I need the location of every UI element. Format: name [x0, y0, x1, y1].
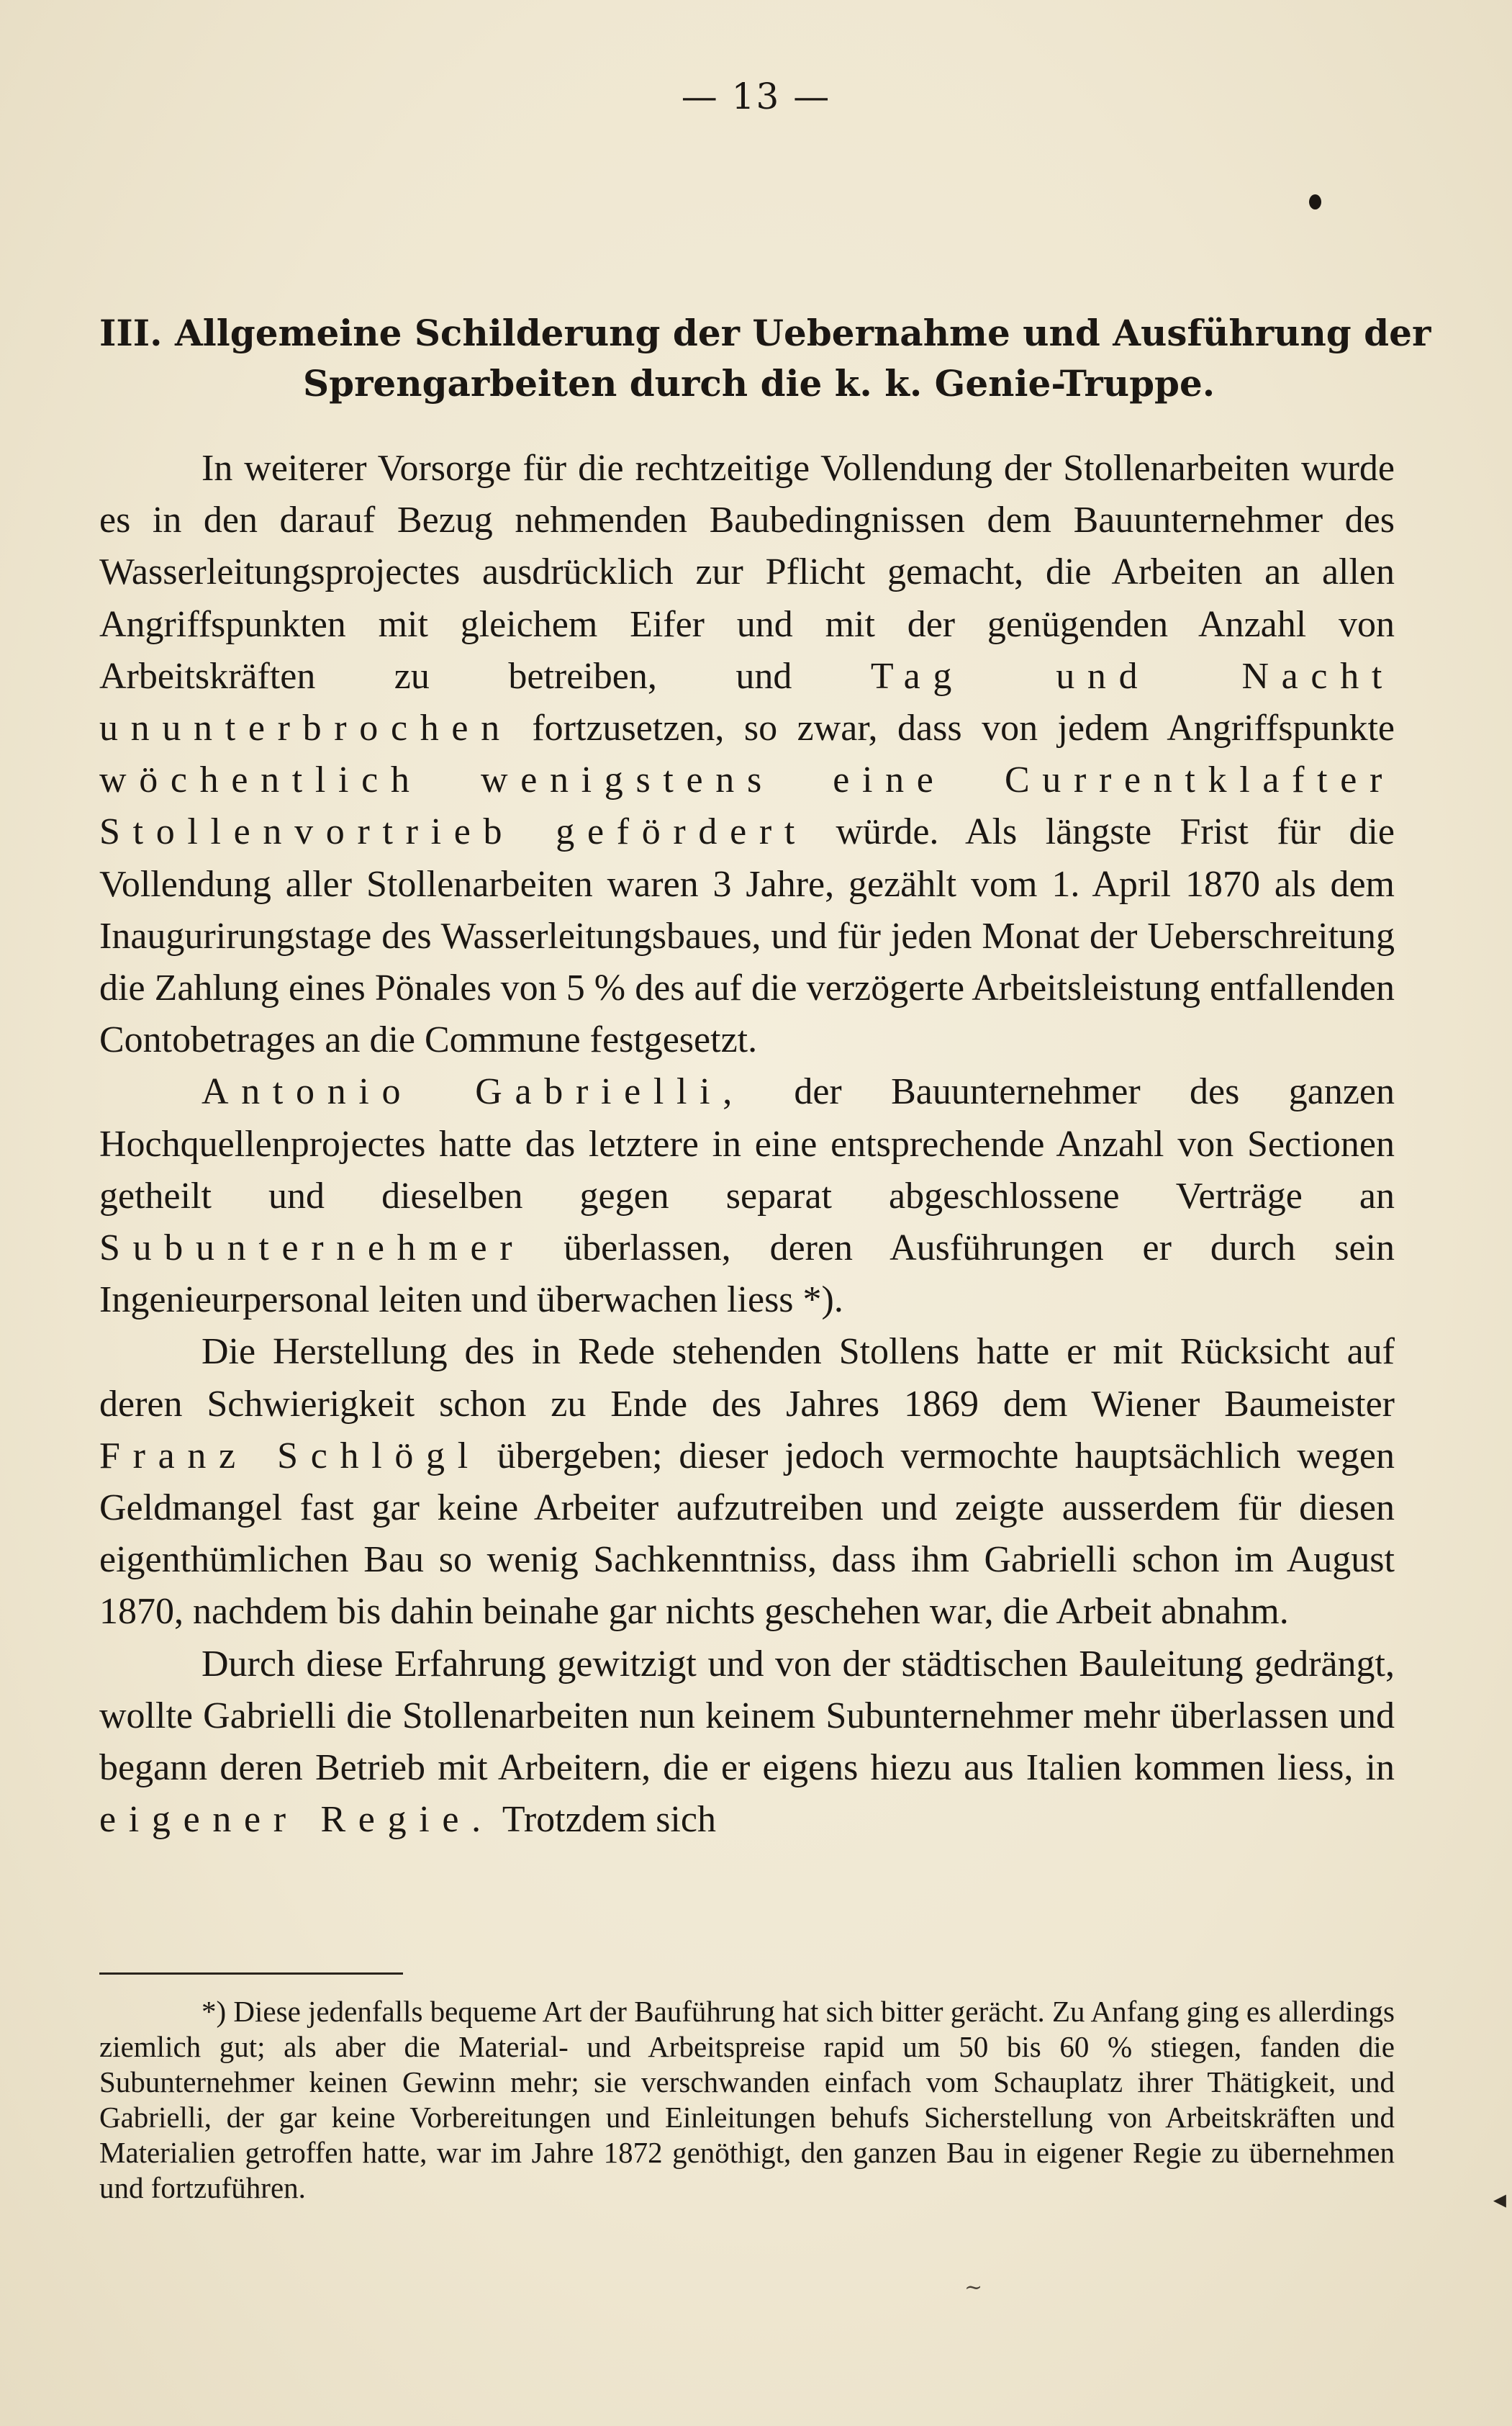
- emphasis-subunternehmer: Subunternehmer: [99, 1227, 525, 1269]
- paragraph-3-text-a: Die Herstellung des in Rede stehenden Stollens hatte er mit Rücksicht auf deren Schwierigkeit schon zu Ende des Jahres 1869 dem Wiener Baumeister: [99, 1331, 1395, 1425]
- footnote: [99, 1994, 1395, 2206]
- body-text: [99, 443, 1395, 1846]
- paragraph-4-text-a: Durch diese Erfahrung gewitzigt und von der städtischen Bauleitung gedrängt, wollte Gabrielli die Stollenarbeiten nun keinem Subunternehmer mehr überlassen und begann deren Betrieb mit Arbeitern, die er eigens hiezu aus Italien kommen liess, in: [99, 1643, 1395, 1789]
- paragraph-2-text-a: der Bauunternehmer des ganzen Hochquellenprojectes hatte das letztere in eine entsprechende Anzahl von Sectionen getheilt und dieselben gegen separat abgeschlossene Verträge an: [99, 1071, 1395, 1217]
- emphasis-eigener-regie: eigener Regie.: [99, 1799, 494, 1841]
- emphasis-currentklafter: wöchentlich wenigstens eine Currentklafter Stollenvortrieb gefördert: [99, 759, 1395, 853]
- section-heading: [99, 308, 1431, 409]
- paragraph-1-text-b: fortzusetzen, so zwar, dass von jedem Angriffspunkte: [532, 708, 1395, 749]
- paragraph-2-text-b: überlassen, deren Ausführungen er durch sein Ingenieurpersonal leiten und überwachen liess *).: [99, 1227, 1395, 1321]
- emphasis-tag-und-nacht: Tag und Nacht ununterbrochen: [99, 655, 1395, 749]
- paragraph-1-text-c: würde. Als längste Frist für die Vollendung aller Stollenarbeiten waren 3 Jahre, gezählt vom 1. April 1870 als dem Inaugurirungstage des Wasserleitungsbaues, und für jeden Monat der Ueberschreitung die Zahlung eines Pönales von 5 % des auf die verzögerte Arbeitsleistung entfallenden Contobetrages an die Commune: [99, 811, 1395, 1061]
- section-heading-line-2: Sprengarbeiten durch die k. k. Genie-Truppe.: [303, 362, 1216, 405]
- paragraph-3: [99, 1326, 1395, 1638]
- paragraph-2: [99, 1066, 1395, 1326]
- footnote-divider: [99, 1972, 403, 1975]
- emphasis-franz-schloegl: Franz Schlögl: [99, 1435, 481, 1476]
- paragraph-1: [99, 443, 1395, 1066]
- page-edge-mark: ◂: [1493, 2185, 1506, 2214]
- paragraph-3-text-b: übergeben; dieser jedoch vermochte hauptsächlich wegen Geldmangel fast gar keine Arbeiter aufzutreiben und zeigte ausserdem für diesen eigenthümlichen Bau so wenig Sachkenntniss, dass ihm Gabrielli schon im August 1870, nachdem bis dahin beinahe gar nichts geschehen war, die Arbeit abnahm.: [99, 1435, 1395, 1633]
- paragraph-4: [99, 1638, 1395, 1846]
- page-number: — 13 —: [681, 76, 831, 117]
- paragraph-1-text-d: festgesetzt.: [589, 1019, 758, 1061]
- emphasis-antonio-gabrielli: Antonio Gabrielli,: [202, 1071, 745, 1113]
- paragraph-4-text-b: Trotzdem sich: [502, 1799, 716, 1841]
- ink-dot-mark: [1309, 194, 1321, 209]
- section-heading-line-1: III. Allgemeine Schilderung der Uebernahme und Ausführung der: [99, 312, 1431, 354]
- bottom-stray-mark: ~: [964, 2275, 983, 2300]
- paragraph-1-text-a: In weiterer Vorsorge für die rechtzeitige Vollendung der Stollenarbeiten wurde es in den darauf Bezug nehmenden Baubedingnissen dem Bauunternehmer des Wasserleitungsprojectes ausdrücklich zur Pflicht gemacht, die Arbeiten an allen Angriffspunkten mit gleichem Eifer und mit der genügenden Anzahl von Arbeitskräften zu betreiben, und: [99, 448, 1395, 697]
- footnote-text: *) Diese jedenfalls bequeme Art der Bauführung hat sich bitter gerächt. Zu Anfang ging es allerdings ziemlich gut; als aber die Material- und Arbeitspreise rapid um 50 bis 60 % stiegen, fanden die Subunternehmer keinen Gewinn mehr; sie verschwanden einfach vom Schauplatz ihrer Thätigkeit, und Gabrielli, der gar keine Vorbereitungen und Einleitungen behufs Sicherstellung von Arbeitskräften und Materialien getroffen hatte, war im Jahre 1872 genöthigt, den ganzen Bau in eigener Regie zu übernehmen und fortzuführen.: [99, 1995, 1395, 2204]
